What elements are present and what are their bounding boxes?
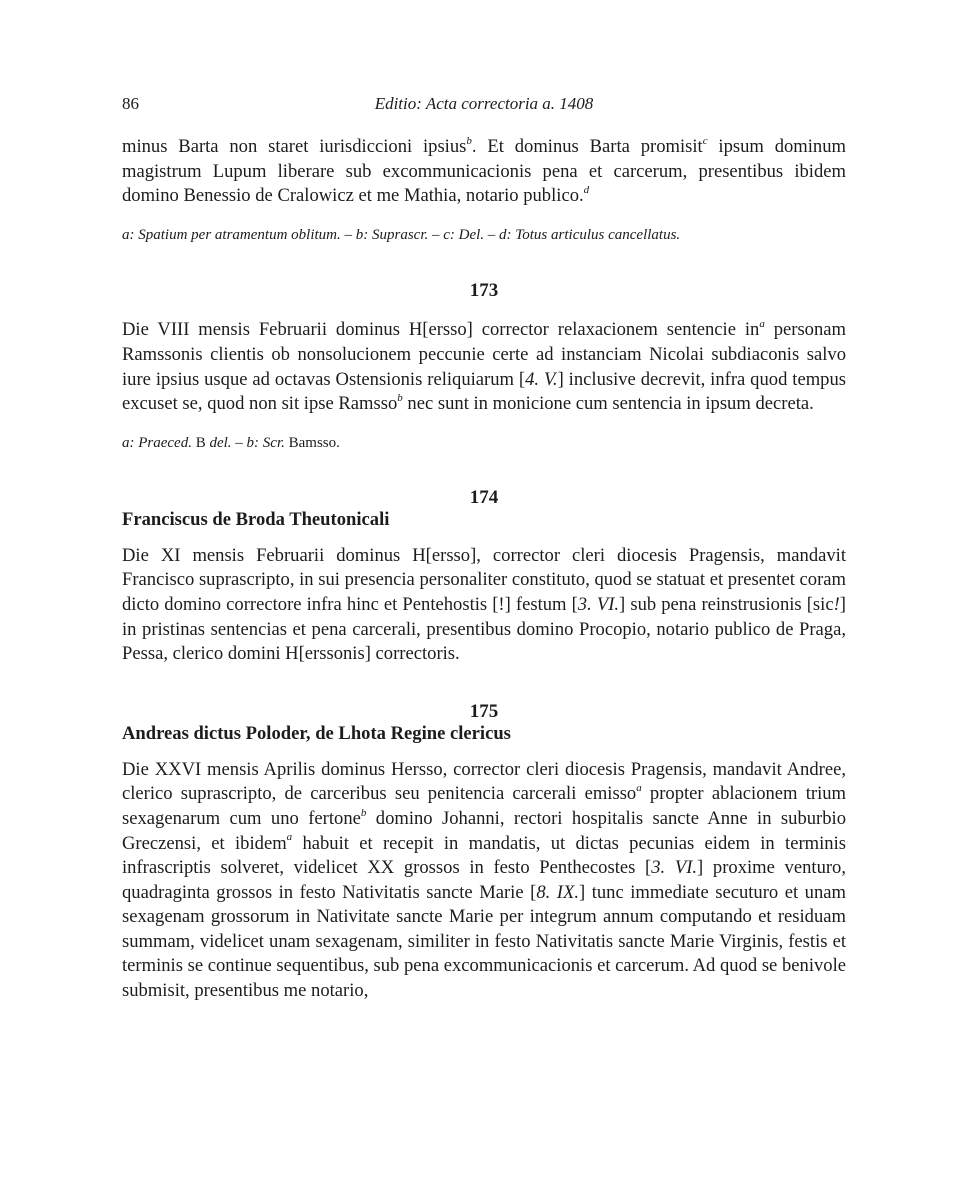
apparatus-notes <box>122 433 846 453</box>
note-italic: a: Praeced. <box>122 434 192 451</box>
footnote-mark: a <box>286 831 293 844</box>
text-run: minus Barta non staret iurisdiccioni ipsius <box>122 136 467 157</box>
entry-heading: Franciscus de Broda Theutonicali <box>122 508 390 530</box>
footnote-mark: b <box>360 806 367 819</box>
text-run: propter ablacionem trium sexagenarum cum uno fertone <box>122 783 846 829</box>
footnote-mark: a <box>636 782 642 795</box>
date-gloss: 3. VI. <box>577 593 620 615</box>
text-run: ] tunc immediate secuturo et unam sexagenam grossorum in Nativitate sancte Marie per integrum annum computando et residuam summam, videlicet unam sexagenam, similiter in festo Nativitatis sancte Marie Virginis, festis et terminis se continue sequentibus, sub pena excommunicacionis et carcerum. Ad quod se benivole submisit, presentibus me notario, <box>122 881 846 1002</box>
date-gloss: 8. IX. <box>536 881 579 903</box>
note-italic: del. – b: Scr. <box>209 434 285 451</box>
text-run: personam Ramssonis clientis ob nonsolucionem peccunie certe ad instanciam Nicolai subdiaconis salvo iure ipsius usque ad octavas Ostensionis reliquiarum [ <box>122 319 846 390</box>
text-run: Die VIII mensis Februarii dominus H[ersso] corrector relaxacionem sentencie in <box>122 319 760 341</box>
text-run: Die XXVI mensis Aprilis dominus Hersso, corrector cleri diocesis Pragensis, mandavit Andree, clerico suprascripto, de carceribus seu penitencia carcerali emisso <box>122 758 846 805</box>
text-run: ] in pristinas sentencias et pena carcerali, presentibus domino Procopio, notario publico de Praga, Pessa, clerico domini H[erssonis] correctoris. <box>122 593 846 665</box>
page <box>122 92 846 1004</box>
apparatus-notes: a: Spatium per atramentum oblitum. – b: Suprascr. – c: Del. – d: Totus articulus cancellatus. <box>122 226 681 243</box>
sic-mark: ! <box>833 593 840 615</box>
text-run: domino Johanni, rectori hospitalis sancte Anne in suburbio Greczensi, et ibidem <box>122 807 846 854</box>
text-run: . Et dominus Barta promisit <box>471 136 703 157</box>
date-gloss: 3. VI. <box>651 857 698 879</box>
footnote-mark: d <box>583 184 590 196</box>
entry-heading: Andreas dictus Poloder, de Lhota Regine clericus <box>122 722 511 744</box>
text-run: Die XI mensis Februarii dominus H[ersso], corrector cleri diocesis Pragensis, mandavit Francisco suprascripto, in sui presencia personaliter constituto, quod se statuat et presentet coram dicto domino correctore infra hinc et Pentehostis [!] festum [ <box>122 544 846 615</box>
entry-text <box>122 318 846 416</box>
running-header <box>122 92 846 118</box>
entry-number: 174 <box>469 486 499 508</box>
text-run: ipsum dominum magistrum Lupum liberare sub excommunicacionis pena et carcerum, presentibus ibidem domino Benessio de Cralowicz et me Mathia, notario publico. <box>122 136 846 207</box>
running-title: Editio: Acta correctoria a. 1408 <box>374 94 594 113</box>
text-run: ] sub pena reinstrusionis [sic <box>619 593 834 615</box>
footnote-mark: b <box>466 134 472 147</box>
continued-paragraph <box>122 135 846 209</box>
page-number: 86 <box>122 94 139 113</box>
footnote-mark: b <box>397 391 403 404</box>
text-run: ] inclusive decrevit, infra quod tempus excuset se, quod non sit ipse Ramsso <box>122 368 846 415</box>
date-gloss: 4. V. <box>525 368 558 390</box>
note-text: B <box>191 434 210 451</box>
footnote-mark: c <box>702 134 708 147</box>
entry-text <box>122 758 846 1004</box>
note-text: Bamsso. <box>284 434 340 451</box>
text-run: nec sunt in monicione cum sentencia in ipsum decreta. <box>402 393 814 415</box>
text-run: ] proxime venturo, quadraginta grossos in festo Nativitatis sancte Marie [ <box>122 857 846 903</box>
text-run: habuit et recepit in mandatis, ut dictas pecunias eidem in terminis infrascriptis solveret, videlicet XX grossos in festo Penthecostes [ <box>122 832 846 879</box>
entry-number: 175 <box>469 700 499 722</box>
entry-number: 173 <box>469 279 499 301</box>
entry-text <box>122 544 846 667</box>
footnote-mark: a <box>759 318 765 331</box>
